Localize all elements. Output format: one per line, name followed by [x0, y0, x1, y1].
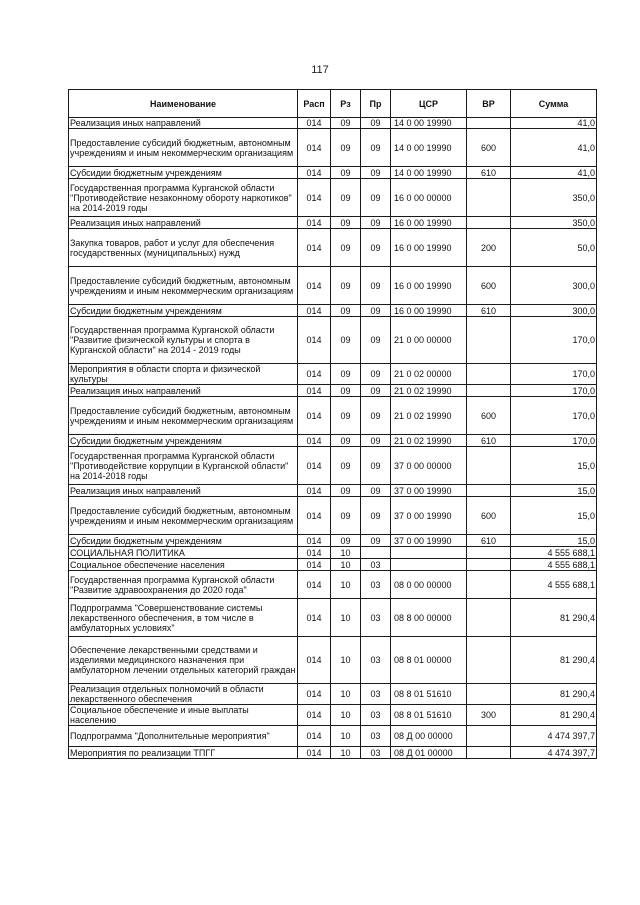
row-rasp-cell: 014	[298, 397, 331, 435]
header-csr: ЦСР	[391, 90, 467, 118]
row-name-cell: Субсидии бюджетным учреждениям	[69, 167, 298, 179]
row-vr-cell	[467, 684, 511, 705]
row-pr-cell: 03	[361, 599, 391, 637]
row-name-cell: Реализация отдельных полномочий в области лекарственного обеспечения	[69, 684, 298, 705]
row-vr-cell: 300	[467, 705, 511, 726]
row-sum-cell: 4 474 397,7	[511, 747, 597, 759]
row-csr-cell: 08 8 01 51610	[391, 684, 467, 705]
row-vr-cell: 610	[467, 535, 511, 547]
row-pr-cell: 09	[361, 118, 391, 129]
table-row	[69, 435, 597, 447]
row-rz-cell: 10	[331, 684, 361, 705]
row-rz-cell: 09	[331, 118, 361, 129]
row-pr-cell: 09	[361, 167, 391, 179]
table-row	[69, 684, 597, 705]
row-rasp-cell: 014	[298, 317, 331, 364]
row-rz-cell: 10	[331, 559, 361, 571]
row-pr-cell: 09	[361, 217, 391, 229]
table-row	[69, 485, 597, 497]
row-sum-cell: 170,0	[511, 435, 597, 447]
row-rasp-cell: 014	[298, 559, 331, 571]
table-row	[69, 599, 597, 637]
table-row	[69, 305, 597, 317]
row-name-cell: Предоставление субсидий бюджетным, автономным учреждениям и иным некоммерческим организациям	[69, 397, 298, 435]
row-csr-cell: 08 Д 01 00000	[391, 747, 467, 759]
row-vr-cell	[467, 364, 511, 385]
table-row	[69, 571, 597, 599]
row-pr-cell: 09	[361, 385, 391, 397]
row-rasp-cell: 014	[298, 747, 331, 759]
row-rasp-cell: 014	[298, 118, 331, 129]
row-csr-cell: 08 8 00 00000	[391, 599, 467, 637]
table-row	[69, 637, 597, 684]
row-csr-cell: 16 0 00 19990	[391, 217, 467, 229]
row-csr-cell: 08 8 01 51610	[391, 705, 467, 726]
row-csr-cell: 14 0 00 19990	[391, 129, 467, 167]
table-row	[69, 364, 597, 385]
row-pr-cell: 03	[361, 637, 391, 684]
row-sum-cell: 15,0	[511, 535, 597, 547]
header-name: Наименование	[69, 90, 298, 118]
row-rz-cell: 09	[331, 305, 361, 317]
table-row	[69, 167, 597, 179]
row-vr-cell: 610	[467, 435, 511, 447]
table-row	[69, 118, 597, 129]
table-row	[69, 179, 597, 217]
row-vr-cell	[467, 179, 511, 217]
table-row	[69, 547, 597, 559]
row-rz-cell: 10	[331, 747, 361, 759]
table-row	[69, 385, 597, 397]
row-rasp-cell: 014	[298, 385, 331, 397]
table-body	[69, 118, 597, 759]
row-rz-cell: 09	[331, 385, 361, 397]
row-pr-cell: 03	[361, 747, 391, 759]
row-vr-cell: 610	[467, 305, 511, 317]
row-pr-cell: 09	[361, 305, 391, 317]
row-csr-cell: 21 0 02 19990	[391, 397, 467, 435]
row-rasp-cell: 014	[298, 705, 331, 726]
table-row	[69, 397, 597, 435]
row-name-cell: Предоставление субсидий бюджетным, автономным учреждениям и иным некоммерческим организациям	[69, 497, 298, 535]
table-row	[69, 447, 597, 485]
row-csr-cell: 08 0 00 00000	[391, 571, 467, 599]
table-row	[69, 129, 597, 167]
row-pr-cell: 03	[361, 559, 391, 571]
row-csr-cell: 37 0 00 19990	[391, 535, 467, 547]
row-pr-cell: 09	[361, 317, 391, 364]
row-rz-cell: 10	[331, 599, 361, 637]
header-vr: ВР	[467, 90, 511, 118]
row-vr-cell	[467, 118, 511, 129]
row-sum-cell: 300,0	[511, 305, 597, 317]
row-rasp-cell: 014	[298, 217, 331, 229]
header-pr: Пр	[361, 90, 391, 118]
row-rz-cell: 10	[331, 571, 361, 599]
row-rz-cell: 09	[331, 497, 361, 535]
row-sum-cell: 4 555 688,1	[511, 571, 597, 599]
row-csr-cell: 16 0 00 19990	[391, 229, 467, 267]
row-rasp-cell: 014	[298, 497, 331, 535]
row-name-cell: Подпрограмма "Дополнительные мероприятия"	[69, 726, 298, 747]
row-rasp-cell: 014	[298, 447, 331, 485]
row-name-cell: Государственная программа Курганской области "Развитие физической культуры и спорта в Курганской области" на 2014 - 2019 годы	[69, 317, 298, 364]
header-rz: Рз	[331, 90, 361, 118]
row-name-cell: Социальное обеспечение населения	[69, 559, 298, 571]
row-rasp-cell: 014	[298, 267, 331, 305]
row-name-cell: Мероприятия по реализации ТПГГ	[69, 747, 298, 759]
row-vr-cell	[467, 637, 511, 684]
row-sum-cell: 15,0	[511, 485, 597, 497]
row-sum-cell: 300,0	[511, 267, 597, 305]
row-rasp-cell: 014	[298, 435, 331, 447]
row-sum-cell: 4 474 397,7	[511, 726, 597, 747]
row-name-cell: Государственная программа Курганской области "Развитие здравоохранения до 2020 года"	[69, 571, 298, 599]
row-pr-cell: 09	[361, 497, 391, 535]
table-row	[69, 726, 597, 747]
table-row	[69, 559, 597, 571]
row-rasp-cell: 014	[298, 129, 331, 167]
row-name-cell: Закупка товаров, работ и услуг для обеспечения государственных (муниципальных) нужд	[69, 229, 298, 267]
row-rz-cell: 09	[331, 129, 361, 167]
row-rz-cell: 09	[331, 364, 361, 385]
row-vr-cell	[467, 485, 511, 497]
row-pr-cell: 09	[361, 129, 391, 167]
row-vr-cell	[467, 547, 511, 559]
table-row	[69, 705, 597, 726]
row-sum-cell: 350,0	[511, 179, 597, 217]
row-sum-cell: 81 290,4	[511, 705, 597, 726]
row-csr-cell	[391, 559, 467, 571]
row-name-cell: Социальное обеспечение и иные выплаты населению	[69, 705, 298, 726]
row-name-cell: Субсидии бюджетным учреждениям	[69, 435, 298, 447]
row-vr-cell	[467, 599, 511, 637]
row-rz-cell: 09	[331, 317, 361, 364]
row-rz-cell: 09	[331, 535, 361, 547]
table-row	[69, 317, 597, 364]
row-name-cell: Предоставление субсидий бюджетным, автономным учреждениям и иным некоммерческим организациям	[69, 129, 298, 167]
row-sum-cell: 41,0	[511, 167, 597, 179]
row-vr-cell	[467, 385, 511, 397]
row-pr-cell: 09	[361, 535, 391, 547]
row-rasp-cell: 014	[298, 599, 331, 637]
row-vr-cell: 610	[467, 167, 511, 179]
table-row	[69, 217, 597, 229]
row-rasp-cell: 014	[298, 637, 331, 684]
row-rasp-cell: 014	[298, 535, 331, 547]
row-name-cell: Государственная программа Курганской области "Противодействие незаконному обороту наркотиков" на 2014-2019 годы	[69, 179, 298, 217]
row-csr-cell: 37 0 00 19990	[391, 485, 467, 497]
row-rasp-cell: 014	[298, 229, 331, 267]
header-sum: Сумма	[511, 90, 597, 118]
row-name-cell: Предоставление субсидий бюджетным, автономным учреждениям и иным некоммерческим организациям	[69, 267, 298, 305]
row-csr-cell: 21 0 02 00000	[391, 364, 467, 385]
table-row	[69, 267, 597, 305]
row-vr-cell	[467, 571, 511, 599]
row-sum-cell: 41,0	[511, 129, 597, 167]
table-header-row	[69, 90, 597, 118]
row-rasp-cell: 014	[298, 684, 331, 705]
row-pr-cell: 03	[361, 571, 391, 599]
row-pr-cell: 03	[361, 684, 391, 705]
row-name-cell: Субсидии бюджетным учреждениям	[69, 305, 298, 317]
row-vr-cell	[467, 447, 511, 485]
row-csr-cell: 14 0 00 19990	[391, 167, 467, 179]
row-pr-cell	[361, 547, 391, 559]
row-name-cell: Государственная программа Курганской области "Противодействие коррупции в Курганской области" на 2014-2018 годы	[69, 447, 298, 485]
row-pr-cell: 09	[361, 364, 391, 385]
row-csr-cell: 16 0 00 19990	[391, 305, 467, 317]
row-pr-cell: 09	[361, 179, 391, 217]
row-rasp-cell: 014	[298, 547, 331, 559]
row-rz-cell: 10	[331, 726, 361, 747]
row-pr-cell: 09	[361, 447, 391, 485]
row-name-cell: Реализация иных направлений	[69, 485, 298, 497]
row-csr-cell: 08 Д 00 00000	[391, 726, 467, 747]
row-name-cell: Реализация иных направлений	[69, 217, 298, 229]
row-name-cell: Обеспечение лекарственными средствами и изделиями медицинского назначения при амбулаторном лечении отдельных категорий граждан	[69, 637, 298, 684]
row-rz-cell: 09	[331, 179, 361, 217]
row-rz-cell: 09	[331, 485, 361, 497]
row-rasp-cell: 014	[298, 571, 331, 599]
row-csr-cell: 21 0 00 00000	[391, 317, 467, 364]
row-pr-cell: 09	[361, 435, 391, 447]
row-vr-cell: 200	[467, 229, 511, 267]
row-vr-cell	[467, 217, 511, 229]
budget-table	[68, 89, 597, 759]
row-csr-cell: 08 8 01 00000	[391, 637, 467, 684]
row-sum-cell: 4 555 688,1	[511, 559, 597, 571]
row-csr-cell: 37 0 00 19990	[391, 497, 467, 535]
row-rz-cell: 10	[331, 637, 361, 684]
row-sum-cell: 81 290,4	[511, 684, 597, 705]
row-vr-cell: 600	[467, 497, 511, 535]
row-rz-cell: 10	[331, 705, 361, 726]
row-sum-cell: 50,0	[511, 229, 597, 267]
row-name-cell: Подпрограмма "Совершенствование системы лекарственного обеспечения, в том числе в амбулаторных условиях"	[69, 599, 298, 637]
table-row	[69, 747, 597, 759]
row-rasp-cell: 014	[298, 726, 331, 747]
header-rasp: Расп	[298, 90, 331, 118]
row-rasp-cell: 014	[298, 485, 331, 497]
row-rasp-cell: 014	[298, 167, 331, 179]
table-row	[69, 497, 597, 535]
row-rz-cell: 09	[331, 447, 361, 485]
row-rz-cell: 09	[331, 167, 361, 179]
row-vr-cell	[467, 317, 511, 364]
row-csr-cell: 21 0 02 19990	[391, 435, 467, 447]
row-vr-cell: 600	[467, 397, 511, 435]
row-name-cell: Мероприятия в области спорта и физической культуры	[69, 364, 298, 385]
row-sum-cell: 170,0	[511, 385, 597, 397]
row-vr-cell	[467, 747, 511, 759]
row-pr-cell: 03	[361, 726, 391, 747]
row-sum-cell: 170,0	[511, 397, 597, 435]
row-csr-cell: 14 0 00 19990	[391, 118, 467, 129]
row-sum-cell: 81 290,4	[511, 599, 597, 637]
page-number: 117	[311, 64, 329, 76]
table-row	[69, 535, 597, 547]
row-sum-cell: 15,0	[511, 447, 597, 485]
row-csr-cell: 16 0 00 00000	[391, 179, 467, 217]
row-rz-cell: 09	[331, 267, 361, 305]
row-csr-cell	[391, 547, 467, 559]
row-rasp-cell: 014	[298, 305, 331, 317]
row-rz-cell: 09	[331, 217, 361, 229]
row-rz-cell: 09	[331, 397, 361, 435]
row-rasp-cell: 014	[298, 364, 331, 385]
row-name-cell: Реализация иных направлений	[69, 385, 298, 397]
row-rz-cell: 09	[331, 229, 361, 267]
row-name-cell: Субсидии бюджетным учреждениям	[69, 535, 298, 547]
table-row	[69, 229, 597, 267]
row-sum-cell: 350,0	[511, 217, 597, 229]
row-sum-cell: 170,0	[511, 364, 597, 385]
row-pr-cell: 09	[361, 397, 391, 435]
row-sum-cell: 4 555 688,1	[511, 547, 597, 559]
row-name-cell: СОЦИАЛЬНАЯ ПОЛИТИКА	[69, 547, 298, 559]
row-vr-cell: 600	[467, 267, 511, 305]
row-csr-cell: 21 0 02 19990	[391, 385, 467, 397]
row-pr-cell: 09	[361, 485, 391, 497]
row-vr-cell: 600	[467, 129, 511, 167]
row-rz-cell: 09	[331, 435, 361, 447]
row-pr-cell: 09	[361, 229, 391, 267]
row-csr-cell: 37 0 00 00000	[391, 447, 467, 485]
row-pr-cell: 03	[361, 705, 391, 726]
row-sum-cell: 41,0	[511, 118, 597, 129]
row-sum-cell: 81 290,4	[511, 637, 597, 684]
row-csr-cell: 16 0 00 19990	[391, 267, 467, 305]
row-name-cell: Реализация иных направлений	[69, 118, 298, 129]
row-vr-cell	[467, 726, 511, 747]
row-rz-cell: 10	[331, 547, 361, 559]
row-sum-cell: 15,0	[511, 497, 597, 535]
row-sum-cell: 170,0	[511, 317, 597, 364]
row-vr-cell	[467, 559, 511, 571]
row-rasp-cell: 014	[298, 179, 331, 217]
row-pr-cell: 09	[361, 267, 391, 305]
